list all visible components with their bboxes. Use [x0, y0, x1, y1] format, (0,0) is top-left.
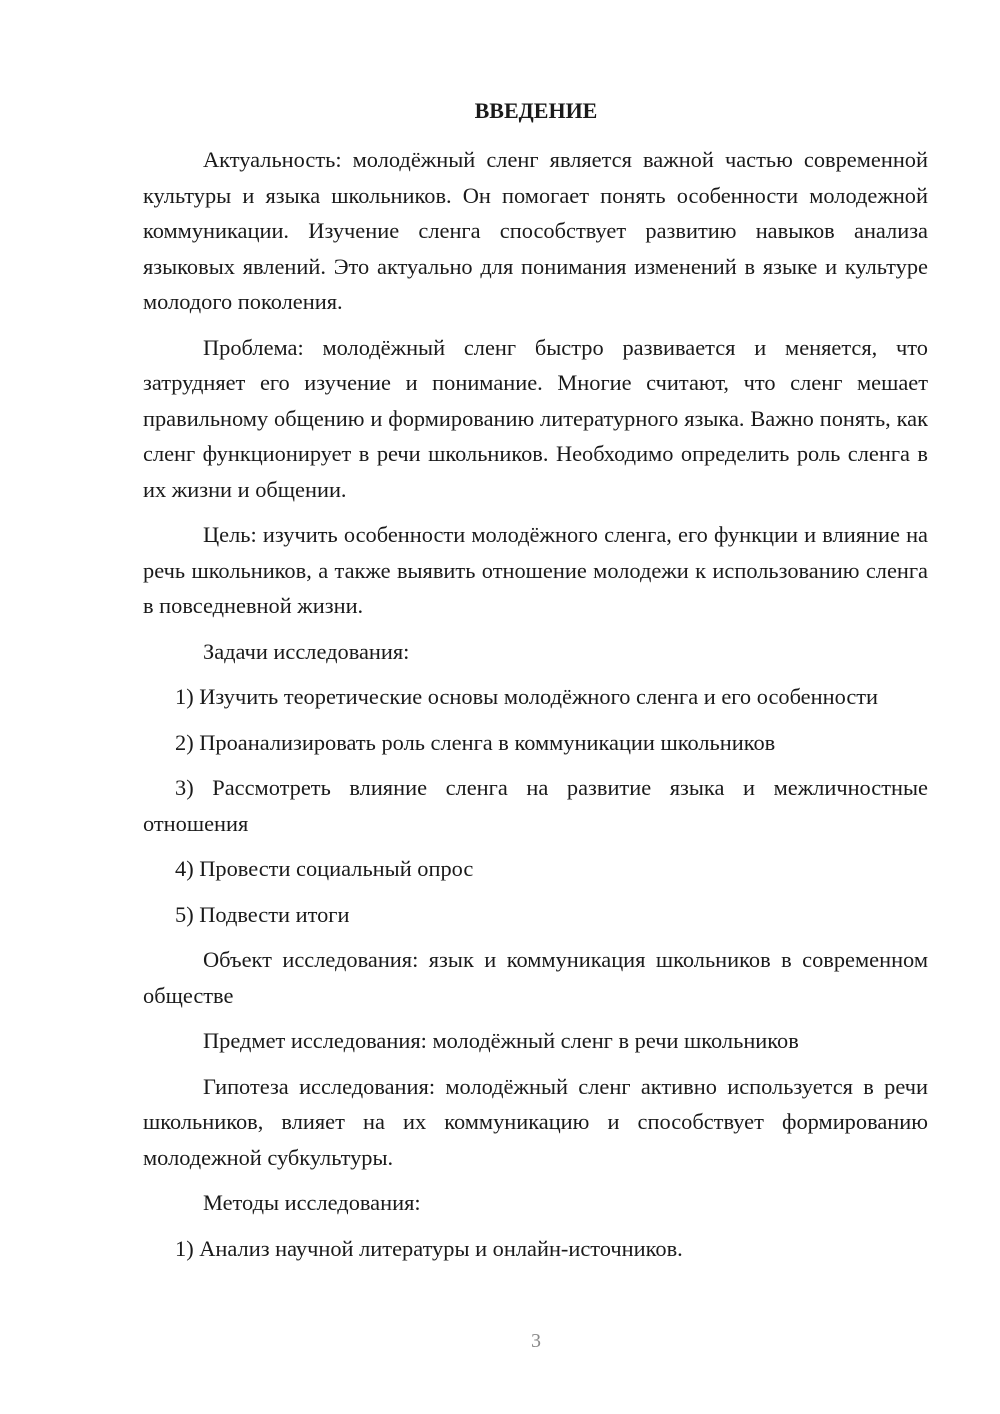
task-item-2: 2) Проанализировать роль сленга в коммуникации школьников: [175, 729, 776, 755]
task-item-5: 5) Подвести итоги: [175, 901, 350, 927]
paragraph-relevance: Актуальность: молодёжный сленг является важной частью современной культуры и языка школьников. Он помогает понять особенности молодежной коммуникации. Изучение сленга способствует развитию навыков анализа языковых явлений. Это актуально для понимания изменений в языке и культуре молодого поколения.: [143, 147, 928, 314]
tasks-heading: Задачи исследования:: [203, 638, 410, 664]
paragraph-problem: Проблема: молодёжный сленг быстро развивается и меняется, что затрудняет его изучение и понимание. Многие считают, что сленг мешает правильному общению и формированию литературного языка. Важно понять, как сленг функционирует в речи школьников. Необходимо определить роль сленга в их жизни и общении.: [143, 334, 928, 502]
task-item-3: 3) Рассмотреть влияние сленга на развитие языка и межличностные отношения: [143, 775, 928, 836]
document-body: [143, 142, 928, 1276]
paragraph-goal: Цель: изучить особенности молодёжного сленга, его функции и влияние на речь школьников, а также выявить отношение молодежи к использованию сленга в повседневной жизни.: [143, 522, 928, 618]
task-item-4: 4) Провести социальный опрос: [175, 856, 474, 881]
paragraph-subject: Предмет исследования: молодёжный сленг в речи школьников: [203, 1028, 799, 1053]
method-item-1: 1) Анализ научной литературы и онлайн-источников.: [175, 1235, 683, 1261]
document-title: ВВЕДЕНИЕ: [474, 98, 598, 123]
paragraph-object: Объект исследования: язык и коммуникация школьников в современном обществе: [143, 947, 928, 1008]
methods-heading: Методы исследования:: [203, 1190, 421, 1215]
page-number: 3: [531, 1330, 541, 1352]
task-item-1: 1) Изучить теоретические основы молодёжного сленга и его особенности: [175, 684, 879, 709]
paragraph-hypothesis: Гипотеза исследования: молодёжный сленг активно используется в речи школьников, влияет на их коммуникацию и способствует формированию молодежной субкультуры.: [143, 1073, 928, 1170]
